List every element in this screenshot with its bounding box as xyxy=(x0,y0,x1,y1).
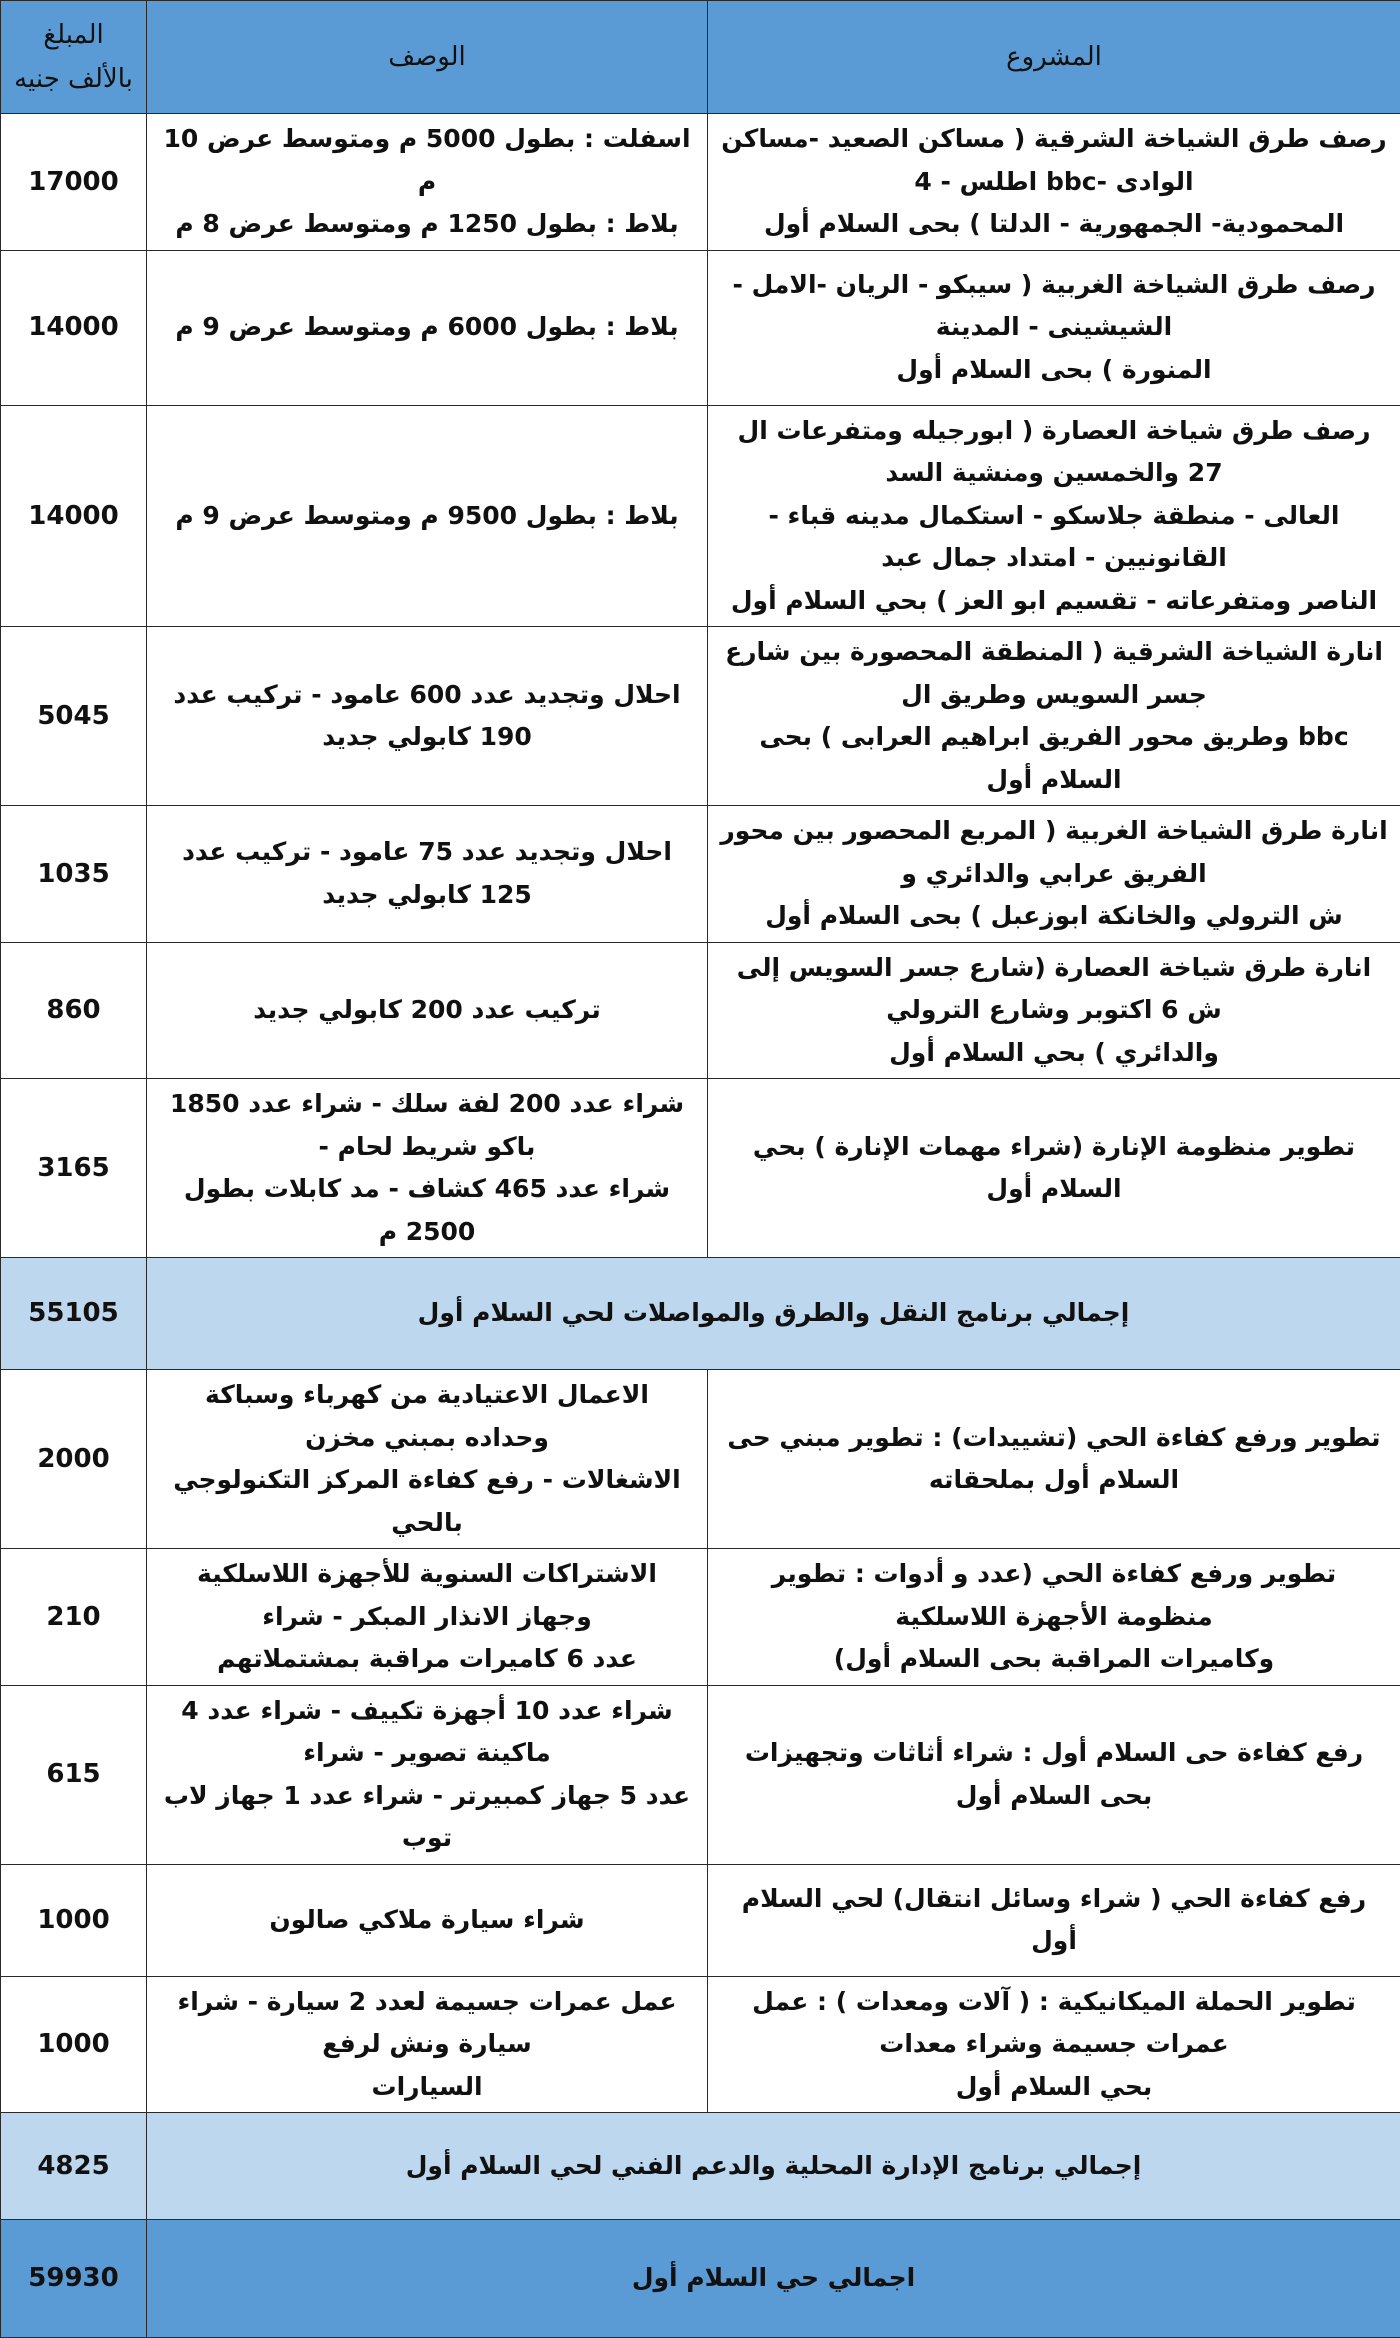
description-line: عدد 5 جهاز كمبيرتر - شراء عدد 1 جهاز لاب توب xyxy=(159,1775,695,1860)
project-line: والدائري ) بحي السلام أول xyxy=(720,1032,1388,1075)
project-line: bbc وطريق محور الفريق ابراهيم العرابى ) بحى السلام أول xyxy=(720,716,1388,801)
project-cell xyxy=(708,250,1400,405)
project-line: رصف طرق شياخة العصارة ( ابورجيله ومتفرعات ال 27 والخمسين ومنشية السد xyxy=(720,410,1388,495)
description-line: الاشغالات - رفع كفاءة المركز التكنولوجي بالحي xyxy=(159,1459,695,1544)
amount-cell: 1000 xyxy=(1,1864,147,1976)
project-line: ش الترولي والخانكة ابوزعبل ) بحى السلام أول xyxy=(720,895,1388,938)
amount-cell: 5045 xyxy=(1,627,147,806)
amount-cell: 3165 xyxy=(1,1079,147,1258)
description-cell xyxy=(147,1079,708,1258)
grandtotal-amount: 59930 xyxy=(1,2220,147,2338)
description-line: بلاط : بطول 9500 م ومتوسط عرض 9 م xyxy=(159,495,695,538)
amount-cell: 1000 xyxy=(1,1976,147,2113)
project-cell xyxy=(708,1976,1400,2113)
table-row xyxy=(1,806,1400,943)
project-line: انارة طرق الشياخة الغربية ( المربع المحصور بين محور الفريق عرابي والدائري و xyxy=(720,810,1388,895)
table-row xyxy=(1,1549,1400,1686)
header-project: المشروع xyxy=(708,1,1400,114)
description-cell xyxy=(147,1976,708,2113)
project-line: تطوير الحملة الميكانيكية : ( آلات ومعدات ) : عمل عمرات جسيمة وشراء معدات xyxy=(720,1981,1388,2066)
header-amount xyxy=(1,1,147,114)
project-line: تطوير ورفع كفاءة الحي (تشييدات) : تطوير مبني حى السلام أول بملحقاته xyxy=(720,1417,1388,1502)
project-line: انارة طرق شياخة العصارة (شارع جسر السويس إلى ش 6 اكتوبر وشارع الترولي xyxy=(720,947,1388,1032)
project-cell xyxy=(708,1864,1400,1976)
description-line: الاشتراكات السنوية للأجهزة اللاسلكية وجهاز الانذار المبكر - شراء xyxy=(159,1553,695,1638)
description-cell xyxy=(147,1370,708,1549)
grandtotal-label: اجمالي حي السلام أول xyxy=(147,2220,1400,2338)
project-line: انارة الشياخة الشرقية ( المنطقة المحصورة بين شارع جسر السويس وطريق ال xyxy=(720,631,1388,716)
description-line: اسفلت : بطول 5000 م ومتوسط عرض 10 م xyxy=(159,118,695,203)
project-line: العالى - منطقة جلاسكو - استكمال مدينه قباء - القانونيين - امتداد جمال عبد xyxy=(720,495,1388,580)
subtotal-amount: 55105 xyxy=(1,1258,147,1370)
project-line: تطوير ورفع كفاءة الحي (عدد و أدوات : تطوير منظومة الأجهزة اللاسلكية xyxy=(720,1553,1388,1638)
project-line: الناصر ومتفرعاته - تقسيم ابو العز ) بحي السلام أول xyxy=(720,580,1388,623)
table-row xyxy=(1,405,1400,627)
amount-cell: 14000 xyxy=(1,250,147,405)
amount-cell: 1035 xyxy=(1,806,147,943)
description-line: تركيب عدد 200 كابولي جديد xyxy=(159,989,695,1032)
table-row xyxy=(1,627,1400,806)
table-row xyxy=(1,1370,1400,1549)
header-row xyxy=(1,1,1400,114)
description-line: السيارات xyxy=(159,2066,695,2109)
project-cell xyxy=(708,1685,1400,1864)
project-line: تطوير منظومة الإنارة (شراء مهمات الإنارة ) بحي السلام أول xyxy=(720,1126,1388,1211)
project-cell xyxy=(708,1549,1400,1686)
header-amount-line1: المبلغ xyxy=(13,13,134,57)
description-cell xyxy=(147,1685,708,1864)
description-cell xyxy=(147,114,708,251)
project-cell xyxy=(708,806,1400,943)
description-line: بلاط : بطول 1250 م ومتوسط عرض 8 م xyxy=(159,203,695,246)
project-line: بحي السلام أول xyxy=(720,2066,1388,2109)
subtotal-label: إجمالي برنامج النقل والطرق والمواصلات لحي السلام أول xyxy=(147,1258,1400,1370)
subtotal-amount: 4825 xyxy=(1,2113,147,2220)
description-cell xyxy=(147,1549,708,1686)
description-cell xyxy=(147,1864,708,1976)
project-cell xyxy=(708,1079,1400,1258)
project-cell xyxy=(708,942,1400,1079)
subtotal-row xyxy=(1,2113,1400,2220)
header-description: الوصف xyxy=(147,1,708,114)
description-line: احلال وتجديد عدد 600 عامود - تركيب عدد 190 كابولي جديد xyxy=(159,674,695,759)
amount-cell: 210 xyxy=(1,1549,147,1686)
table-row xyxy=(1,1864,1400,1976)
description-line: بلاط : بطول 6000 م ومتوسط عرض 9 م xyxy=(159,306,695,349)
amount-cell: 17000 xyxy=(1,114,147,251)
description-line: شراء سيارة ملاكي صالون xyxy=(159,1899,695,1942)
project-line: رصف طرق الشياخة الشرقية ( مساكن الصعيد -مساكن الوادى -bbc اطلس - 4 xyxy=(720,118,1388,203)
subtotal-row xyxy=(1,1258,1400,1370)
project-line: المحمودية- الجمهورية - الدلتا ) بحى السلام أول xyxy=(720,203,1388,246)
description-cell xyxy=(147,405,708,627)
table-row xyxy=(1,114,1400,251)
description-line: شراء عدد 10 أجهزة تكييف - شراء عدد 4 ماكينة تصوير - شراء xyxy=(159,1690,695,1775)
grandtotal-row xyxy=(1,2220,1400,2338)
amount-cell: 615 xyxy=(1,1685,147,1864)
description-line: الاعمال الاعتيادية من كهرباء وسباكة وحداده بمبني مخزن xyxy=(159,1374,695,1459)
amount-cell: 14000 xyxy=(1,405,147,627)
project-line: رفع كفاءة الحي ( شراء وسائل انتقال) لحي السلام أول xyxy=(720,1878,1388,1963)
project-cell xyxy=(708,114,1400,251)
project-line: وكاميرات المراقبة بحى السلام أول) xyxy=(720,1638,1388,1681)
description-line: احلال وتجديد عدد 75 عامود - تركيب عدد 125 كابولي جديد xyxy=(159,831,695,916)
project-line: المنورة ) بحى السلام أول xyxy=(720,349,1388,392)
description-line: عدد 6 كاميرات مراقبة بمشتملاتهم xyxy=(159,1638,695,1681)
description-line: شراء عدد 200 لفة سلك - شراء عدد 1850 باكو شريط لحام - xyxy=(159,1083,695,1168)
description-cell xyxy=(147,627,708,806)
table-row xyxy=(1,942,1400,1079)
description-cell xyxy=(147,806,708,943)
header-amount-line2: بالألف جنيه xyxy=(13,57,134,101)
description-cell xyxy=(147,942,708,1079)
project-cell xyxy=(708,1370,1400,1549)
subtotal-label: إجمالي برنامج الإدارة المحلية والدعم الفني لحي السلام أول xyxy=(147,2113,1400,2220)
table-row xyxy=(1,1079,1400,1258)
description-line: شراء عدد 465 كشاف - مد كابلات بطول 2500 م xyxy=(159,1168,695,1253)
amount-cell: 860 xyxy=(1,942,147,1079)
amount-cell: 2000 xyxy=(1,1370,147,1549)
project-line: رفع كفاءة حى السلام أول : شراء أثاثات وتجهيزات بحى السلام أول xyxy=(720,1732,1388,1817)
project-cell xyxy=(708,405,1400,627)
table-row xyxy=(1,1685,1400,1864)
project-cell xyxy=(708,627,1400,806)
table-row xyxy=(1,250,1400,405)
description-cell xyxy=(147,250,708,405)
project-line: رصف طرق الشياخة الغربية ( سيبكو - الريان -الامل - الشيشينى - المدينة xyxy=(720,264,1388,349)
description-line: عمل عمرات جسيمة لعدد 2 سيارة - شراء سيارة ونش لرفع xyxy=(159,1981,695,2066)
table-row xyxy=(1,1976,1400,2113)
